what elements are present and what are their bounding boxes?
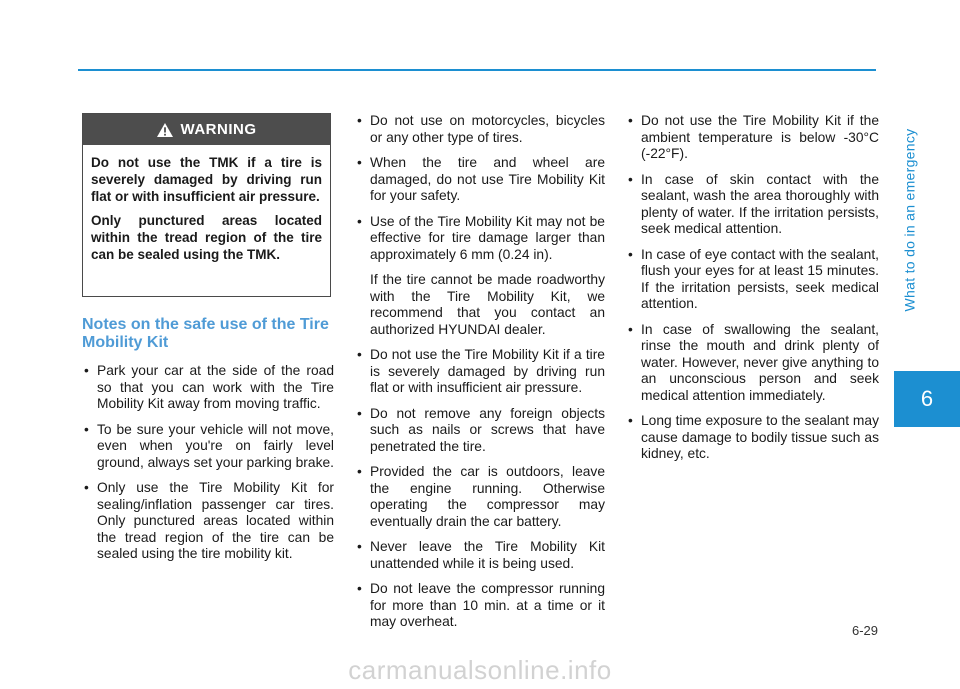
list-item: • Only use the Tire Mobility Kit for sealing/inflation passenger car tires. Only punctured areas located within the tread region of the tire can be sealed using the tire mobility kit. xyxy=(82,480,334,563)
warning-paragraph: Do not use the TMK if a tire is severely damaged by driving run flat or with insufficient air pressure. xyxy=(91,155,322,204)
chapter-title: What to do in an emergency xyxy=(901,128,917,312)
list-item: • Long time exposure to the sealant may cause damage to bodily tissue such as kidney, etc. xyxy=(626,413,879,463)
notes-list-1 xyxy=(82,363,334,563)
list-item: • Do not remove any foreign objects such as nails or screws that have penetrated the tire. xyxy=(355,406,605,456)
list-item: • In case of swallowing the sealant, rinse the mouth and drink plenty of water. However, never give anything to an unconscious person and seek medical attention immediately. xyxy=(626,322,879,405)
warning-body xyxy=(83,145,330,263)
list-item: • Do not use on motorcycles, bicycles or any other type of tires. xyxy=(355,113,605,146)
list-item: • In case of eye contact with the sealant, flush your eyes for at least 15 minutes. If the irritation persists, seek medical attention. xyxy=(626,247,879,313)
warning-header xyxy=(83,114,330,145)
list-item-text: • Use of the Tire Mobility Kit may not be effective for tire damage larger than approximately 6 mm (0.24 in). xyxy=(370,213,605,262)
warning-triangle-icon xyxy=(157,123,173,137)
list-item: • Do not use the Tire Mobility Kit if the ambient temperature is below -30°C (-22°F). xyxy=(626,113,879,163)
list-item: • Do not use the Tire Mobility Kit if a tire is severely damaged by driving run flat or with insufficient air pressure. xyxy=(355,347,605,397)
column-3 xyxy=(626,113,879,472)
list-item: • Provided the car is outdoors, leave the engine running. Otherwise operating the compressor may eventually drain the car battery. xyxy=(355,464,605,530)
list-item xyxy=(355,214,605,339)
column-1 xyxy=(82,316,334,572)
chapter-tab: 6 xyxy=(894,371,960,427)
section-heading: Notes on the safe use of the Tire Mobility Kit xyxy=(82,316,329,351)
list-item: • Do not leave the compressor running for more than 10 min. at a time or it may overheat. xyxy=(355,581,605,631)
list-item-subparagraph: If the tire cannot be made roadworthy with the Tire Mobility Kit, we recommend that you contact an authorized HYUNDAI dealer. xyxy=(370,272,605,337)
notes-list-3 xyxy=(626,113,879,463)
page-number: 6-29 xyxy=(851,623,878,638)
list-item: • In case of skin contact with the sealant, wash the area thoroughly with plenty of water. If the irritation persists, seek medical attention. xyxy=(626,172,879,238)
list-item: • When the tire and wheel are damaged, do not use Tire Mobility Kit for your safety. xyxy=(355,155,605,205)
warning-box xyxy=(82,113,331,297)
warning-title: WARNING xyxy=(180,121,257,138)
header-rule xyxy=(78,69,876,71)
warning-paragraph: Only punctured areas located within the tread region of the tire can be sealed using the TMK. xyxy=(91,213,322,262)
footer-watermark: carmanualsonline.info xyxy=(348,655,612,685)
list-item: • Park your car at the side of the road so that you can work with the Tire Mobility Kit away from moving traffic. xyxy=(82,363,334,413)
column-2 xyxy=(355,113,605,640)
list-item: • To be sure your vehicle will not move, even when you're on fairly level ground, always set your parking brake. xyxy=(82,422,334,472)
notes-list-2 xyxy=(355,113,605,631)
chapter-side-label xyxy=(894,70,924,370)
list-item: • Never leave the Tire Mobility Kit unattended while it is being used. xyxy=(355,539,605,572)
